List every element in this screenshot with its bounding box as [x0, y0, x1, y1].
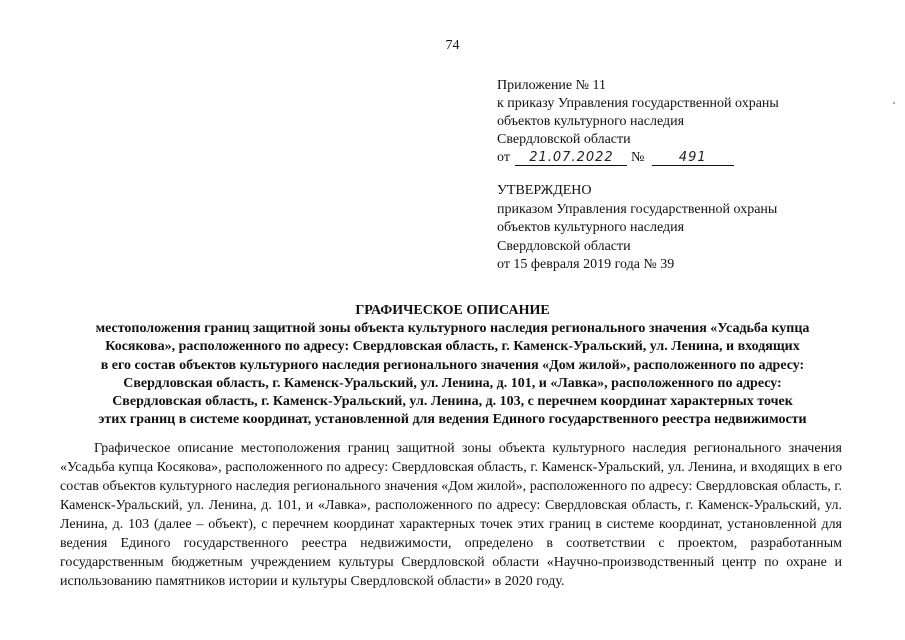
from-label: от — [497, 150, 510, 165]
handwritten-date: 21.07.2022 — [515, 151, 627, 166]
number-label: № — [630, 150, 645, 165]
approved-line: приказом Управления государственной охраны — [497, 201, 778, 217]
heading-title: ГРАФИЧЕСКОЕ ОПИСАНИЕ — [355, 303, 550, 318]
document-heading — [0, 302, 905, 429]
margin-mark — [893, 102, 895, 104]
approved-title: УТВЕРЖДЕНО — [497, 183, 592, 198]
appendix-line: Приложение № 11 — [497, 78, 606, 93]
approved-line: от 15 февраля 2019 года № 39 — [497, 257, 675, 272]
heading-line: в его состав объектов культурного наследия регионального значения «Дом жилой», расположенного по адресу: — [100, 357, 805, 373]
appendix-line: объектов культурного наследия — [497, 114, 685, 129]
appendix-date-line — [497, 149, 877, 167]
handwritten-number: 491 — [652, 151, 734, 166]
page-number: 74 — [445, 38, 460, 53]
heading-line: местоположения границ защитной зоны объекта культурного наследия регионального значения «Усадьба купца — [95, 321, 810, 337]
appendix-line: к приказу Управления государственной охраны — [497, 96, 779, 111]
body-paragraph: Графическое описание местоположения границ защитной зоны объекта культурного наследия регионального значения «Усадьба купца Косякова», расположенного по адресу: Свердловская область, г. Каменск-Уральский, ул. Ленина, и входящих в его состав объектов культурного наследия регионального значения «Дом жилой», расположенного по адресу: Свердловская область, г. Каменск-Уральский, ул. Ленина, д. 101, и «Лавка», расположенного по адресу: Свердловская область, г. Каменск-Уральский, ул. Ленина, д. 103 (далее – объект), с перечнем координат характерных точек этих границ в системе координат, установленной для ведения Единого государственного реестра недвижимости, определено в соответствии с проектом, разработанным государственным бюджетным учреждением культуры Свердловской области «Научно-производственный центр по охране и использованию памятников истории и культуры Свердловской области» в 2020 году. — [60, 441, 842, 589]
appendix-line: Свердловской области — [497, 132, 631, 147]
approved-line: объектов культурного наследия — [497, 220, 685, 235]
heading-line: Косякова», расположенного по адресу: Свердловская область, г. Каменск-Уральский, ул. Ленина, и входящих — [105, 339, 800, 355]
appendix-block — [497, 77, 877, 167]
heading-line: этих границ в системе координат, установленной для ведения Единого государственного реестра недвижимости — [98, 412, 807, 428]
heading-line: Свердловская область, г. Каменск-Уральский, ул. Ленина, д. 103, с перечнем координат характерных точек — [112, 394, 793, 410]
approved-block — [497, 182, 877, 275]
heading-line: Свердловская область, г. Каменск-Уральский, ул. Ленина, д. 101, и «Лавка», расположенного по адресу: — [123, 375, 782, 391]
approved-line: Свердловской области — [497, 238, 631, 254]
